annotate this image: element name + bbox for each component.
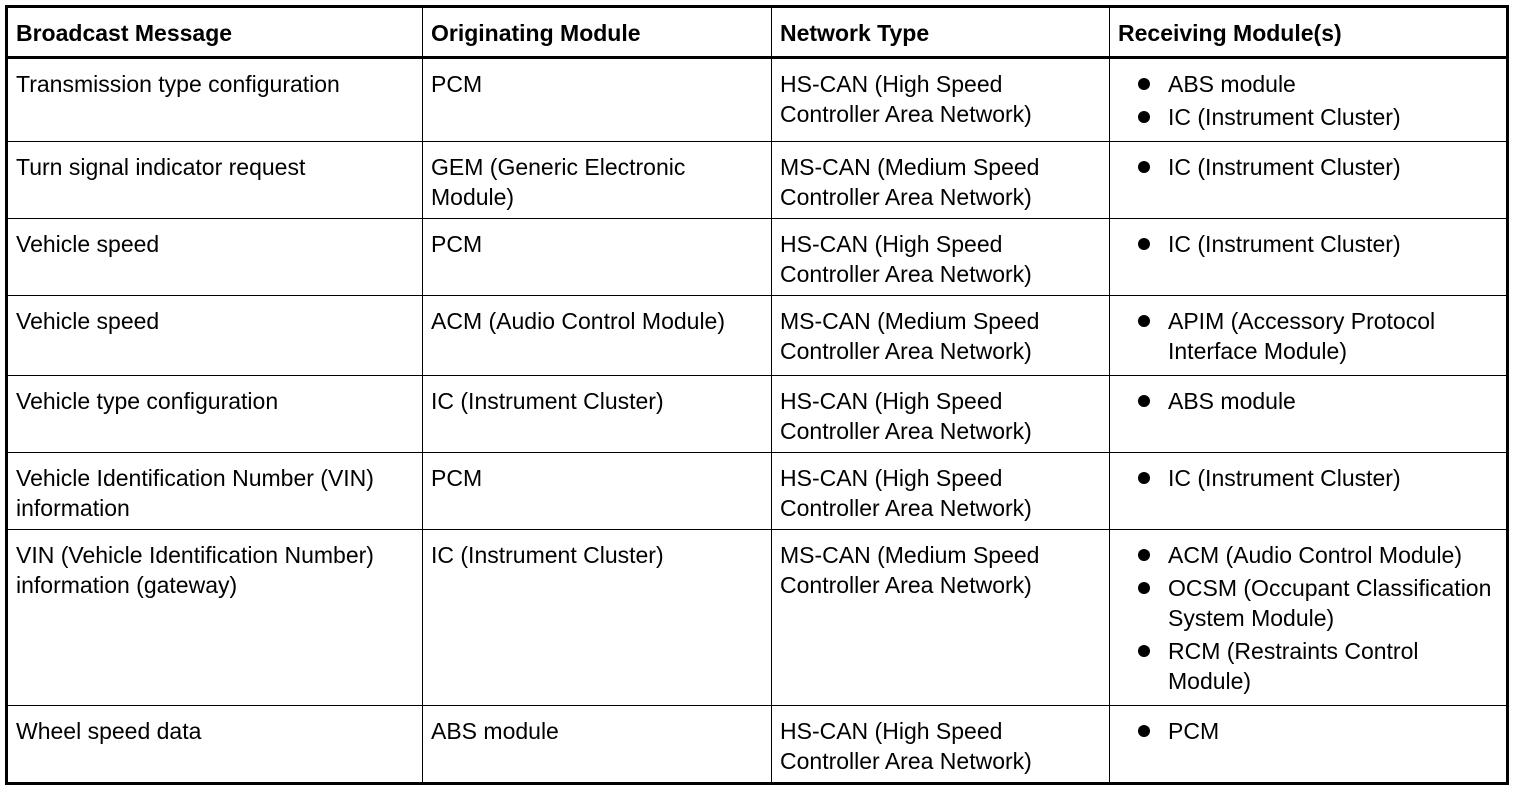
table-header [7, 7, 1508, 58]
broadcast-message-cell: Vehicle Identification Number (VIN) information [7, 453, 423, 530]
originating-module-cell: PCM [423, 58, 772, 142]
bullet-icon [1138, 582, 1150, 594]
receiving-module-item [1118, 540, 1498, 570]
receiving-module-label: IC (Instrument Cluster) [1168, 154, 1401, 180]
originating-module-cell: GEM (Generic Electronic Module) [423, 142, 772, 219]
receiving-modules-list [1118, 386, 1498, 416]
broadcast-message-cell: VIN (Vehicle Identification Number) information (gateway) [7, 530, 423, 706]
network-type-cell: MS-CAN (Medium Speed Controller Area Network) [772, 530, 1110, 706]
table-row [7, 376, 1508, 453]
receiving-modules-cell [1110, 453, 1508, 530]
table-row [7, 530, 1508, 706]
receiving-module-label: ACM (Audio Control Module) [1168, 542, 1463, 568]
header-originating-module: Originating Module [423, 7, 772, 58]
receiving-module-item [1118, 229, 1498, 259]
bullet-icon [1138, 161, 1150, 173]
originating-module-cell: PCM [423, 453, 772, 530]
network-type-cell: HS-CAN (High Speed Controller Area Network) [772, 219, 1110, 296]
receiving-module-item [1118, 716, 1498, 746]
bullet-icon [1138, 725, 1150, 737]
receiving-module-label: OCSM (Occupant Classification System Module) [1168, 575, 1492, 631]
receiving-modules-cell [1110, 530, 1508, 706]
receiving-modules-list [1118, 463, 1498, 493]
receiving-module-item [1118, 636, 1498, 696]
bullet-icon [1138, 645, 1150, 657]
receiving-module-label: IC (Instrument Cluster) [1168, 231, 1401, 257]
bullet-icon [1138, 238, 1150, 250]
bullet-icon [1138, 111, 1150, 123]
broadcast-message-cell: Turn signal indicator request [7, 142, 423, 219]
receiving-module-item [1118, 386, 1498, 416]
receiving-module-item [1118, 152, 1498, 182]
receiving-modules-list [1118, 540, 1498, 696]
table-body [7, 58, 1508, 784]
network-type-cell: MS-CAN (Medium Speed Controller Area Network) [772, 296, 1110, 376]
receiving-modules-cell [1110, 706, 1508, 784]
broadcast-message-table [5, 5, 1509, 785]
broadcast-message-cell: Vehicle speed [7, 296, 423, 376]
receiving-modules-cell [1110, 58, 1508, 142]
broadcast-message-table-container [5, 5, 1506, 785]
bullet-icon [1138, 315, 1150, 327]
header-network-type: Network Type [772, 7, 1110, 58]
receiving-module-label: ABS module [1168, 388, 1296, 414]
receiving-modules-list [1118, 229, 1498, 259]
originating-module-cell: ACM (Audio Control Module) [423, 296, 772, 376]
header-broadcast-message: Broadcast Message [7, 7, 423, 58]
table-row [7, 58, 1508, 142]
receiving-modules-list [1118, 306, 1498, 366]
header-receiving-modules: Receiving Module(s) [1110, 7, 1508, 58]
network-type-cell: MS-CAN (Medium Speed Controller Area Network) [772, 142, 1110, 219]
receiving-module-item [1118, 306, 1498, 366]
receiving-modules-cell [1110, 376, 1508, 453]
network-type-cell: HS-CAN (High Speed Controller Area Network) [772, 376, 1110, 453]
receiving-module-label: IC (Instrument Cluster) [1168, 465, 1401, 491]
originating-module-cell: PCM [423, 219, 772, 296]
receiving-modules-cell [1110, 296, 1508, 376]
originating-module-cell: ABS module [423, 706, 772, 784]
bullet-icon [1138, 549, 1150, 561]
broadcast-message-cell: Wheel speed data [7, 706, 423, 784]
receiving-module-label: PCM [1168, 718, 1220, 744]
broadcast-message-cell: Vehicle speed [7, 219, 423, 296]
receiving-modules-list [1118, 716, 1498, 746]
bullet-icon [1138, 395, 1150, 407]
receiving-module-item [1118, 463, 1498, 493]
bullet-icon [1138, 78, 1150, 90]
receiving-module-label: ABS module [1168, 71, 1296, 97]
table-row [7, 706, 1508, 784]
broadcast-message-cell: Vehicle type configuration [7, 376, 423, 453]
network-type-cell: HS-CAN (High Speed Controller Area Network) [772, 453, 1110, 530]
receiving-modules-cell [1110, 142, 1508, 219]
table-row [7, 453, 1508, 530]
originating-module-cell: IC (Instrument Cluster) [423, 376, 772, 453]
network-type-cell: HS-CAN (High Speed Controller Area Network) [772, 58, 1110, 142]
receiving-module-item [1118, 573, 1498, 633]
receiving-module-label: APIM (Accessory Protocol Interface Module) [1168, 308, 1436, 364]
receiving-module-item [1118, 69, 1498, 99]
originating-module-cell: IC (Instrument Cluster) [423, 530, 772, 706]
table-row [7, 219, 1508, 296]
broadcast-message-cell: Transmission type configuration [7, 58, 423, 142]
receiving-modules-cell [1110, 219, 1508, 296]
bullet-icon [1138, 472, 1150, 484]
receiving-module-item [1118, 102, 1498, 132]
receiving-module-label: IC (Instrument Cluster) [1168, 104, 1401, 130]
receiving-module-label: RCM (Restraints Control Module) [1168, 638, 1419, 694]
network-type-cell: HS-CAN (High Speed Controller Area Network) [772, 706, 1110, 784]
receiving-modules-list [1118, 152, 1498, 182]
header-row [7, 7, 1508, 58]
table-row [7, 142, 1508, 219]
receiving-modules-list [1118, 69, 1498, 132]
table-row [7, 296, 1508, 376]
